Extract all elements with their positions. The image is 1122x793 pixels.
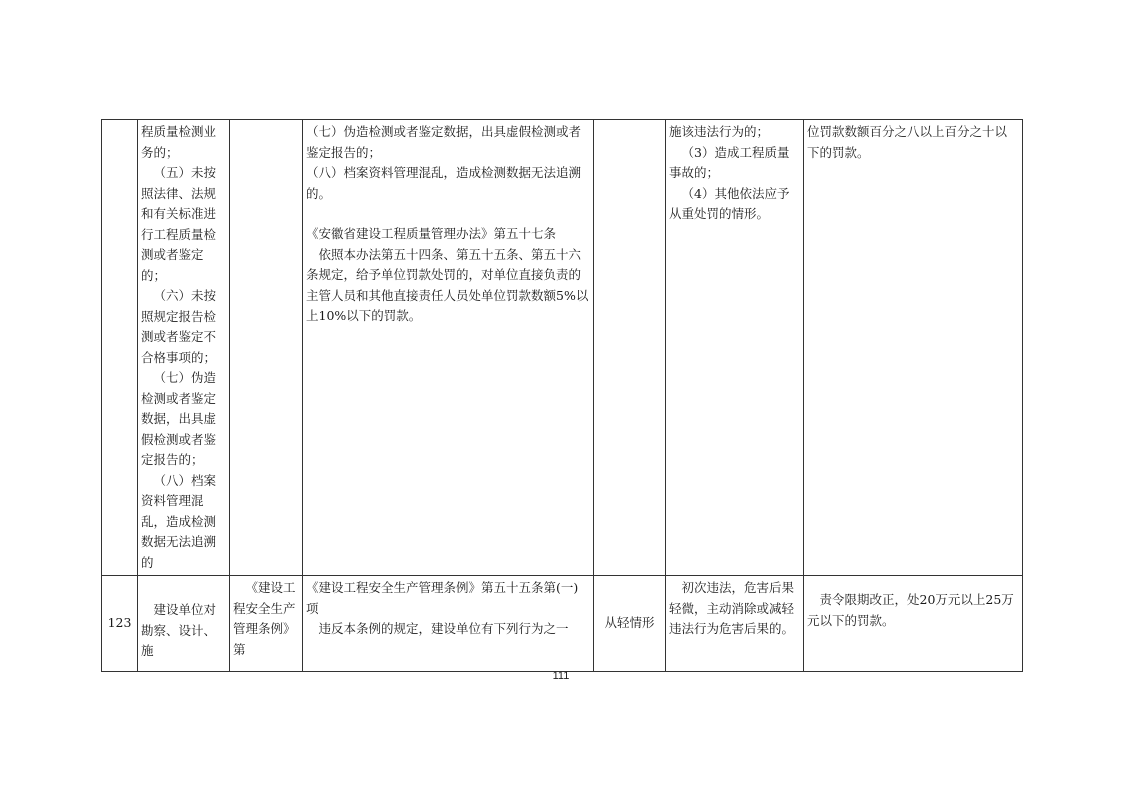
violation-item: （七）伪造检测或者鉴定数据，出具虚假检测或者鉴定报告的； xyxy=(141,370,217,467)
cell-circumstance xyxy=(594,120,666,576)
table-row-123 xyxy=(102,576,1023,672)
cell-penalty xyxy=(804,576,1023,672)
penalty-standards-table xyxy=(101,119,1023,672)
violation-item: （五）未按照法律、法规和有关标准进行工程质量检测或者鉴定的； xyxy=(141,165,217,283)
cell-circumstance-type: 从轻情形 xyxy=(594,576,666,672)
cell-penalty-provisions xyxy=(303,120,594,576)
provision-paragraph: （七）伪造检测或者鉴定数据，出具虚假检测或者鉴定报告的； xyxy=(306,124,582,160)
cell-penalty-standard: 位罚款数额百分之八以上百分之十以下的罚款。 xyxy=(804,120,1023,576)
provision-title: 《建设工程安全生产管理条例》第五十五条第(一)项 xyxy=(306,580,579,616)
cell-violation-subject xyxy=(138,576,230,672)
cell-violation-items xyxy=(138,120,230,576)
violation-subject-text: 建设单位对勘察、设计、施 xyxy=(141,602,217,658)
paragraph-gap xyxy=(306,204,590,224)
table-row-continued xyxy=(102,120,1023,576)
cell-row-number: 123 xyxy=(102,576,138,672)
cell-condition xyxy=(666,576,804,672)
law-reference-text: 《建设工程安全生产管理条例》第 xyxy=(233,580,296,657)
cell-law-basis xyxy=(230,120,303,576)
violation-item: （八）档案资料管理混乱，造成检测数据无法追溯的 xyxy=(141,472,217,570)
penalty-text: 责令限期改正，处20万元以上25万元以下的罚款。 xyxy=(807,592,1014,628)
condition-item: （3）造成工程质量事故的； xyxy=(669,144,790,180)
violation-item: （六）未按照规定报告检测或者鉴定不合格事项的； xyxy=(141,288,217,365)
cell-law-reference xyxy=(230,576,303,672)
condition-item: 施该违法行为的； xyxy=(669,124,770,139)
violation-item: 程质量检测业务的； xyxy=(141,124,217,160)
condition-item: （4）其他依法应予从重处罚的情形。 xyxy=(669,185,790,221)
cell-number xyxy=(102,120,138,576)
condition-text: 初次违法，危害后果轻微，主动消除或减轻违法行为危害后果的。 xyxy=(669,580,795,636)
page-number: 111 xyxy=(552,670,570,682)
provision-body: 违反本条例的规定，建设单位有下列行为之一 xyxy=(318,621,569,636)
provision-paragraph: （八）档案资料管理混乱，造成检测数据无法追溯的。 xyxy=(306,165,582,201)
cell-provision xyxy=(303,576,594,672)
cell-applicable-conditions xyxy=(666,120,804,576)
provision-paragraph: 依照本办法第五十四条、第五十五条、第五十六条规定，给予单位罚款处罚的，对单位直接负责的主管人员和其他直接责任人员处单位罚款数额5%以上10%以下的罚款。 xyxy=(306,246,589,323)
provision-paragraph: 《安徽省建设工程质量管理办法》第五十七条 xyxy=(306,226,557,241)
